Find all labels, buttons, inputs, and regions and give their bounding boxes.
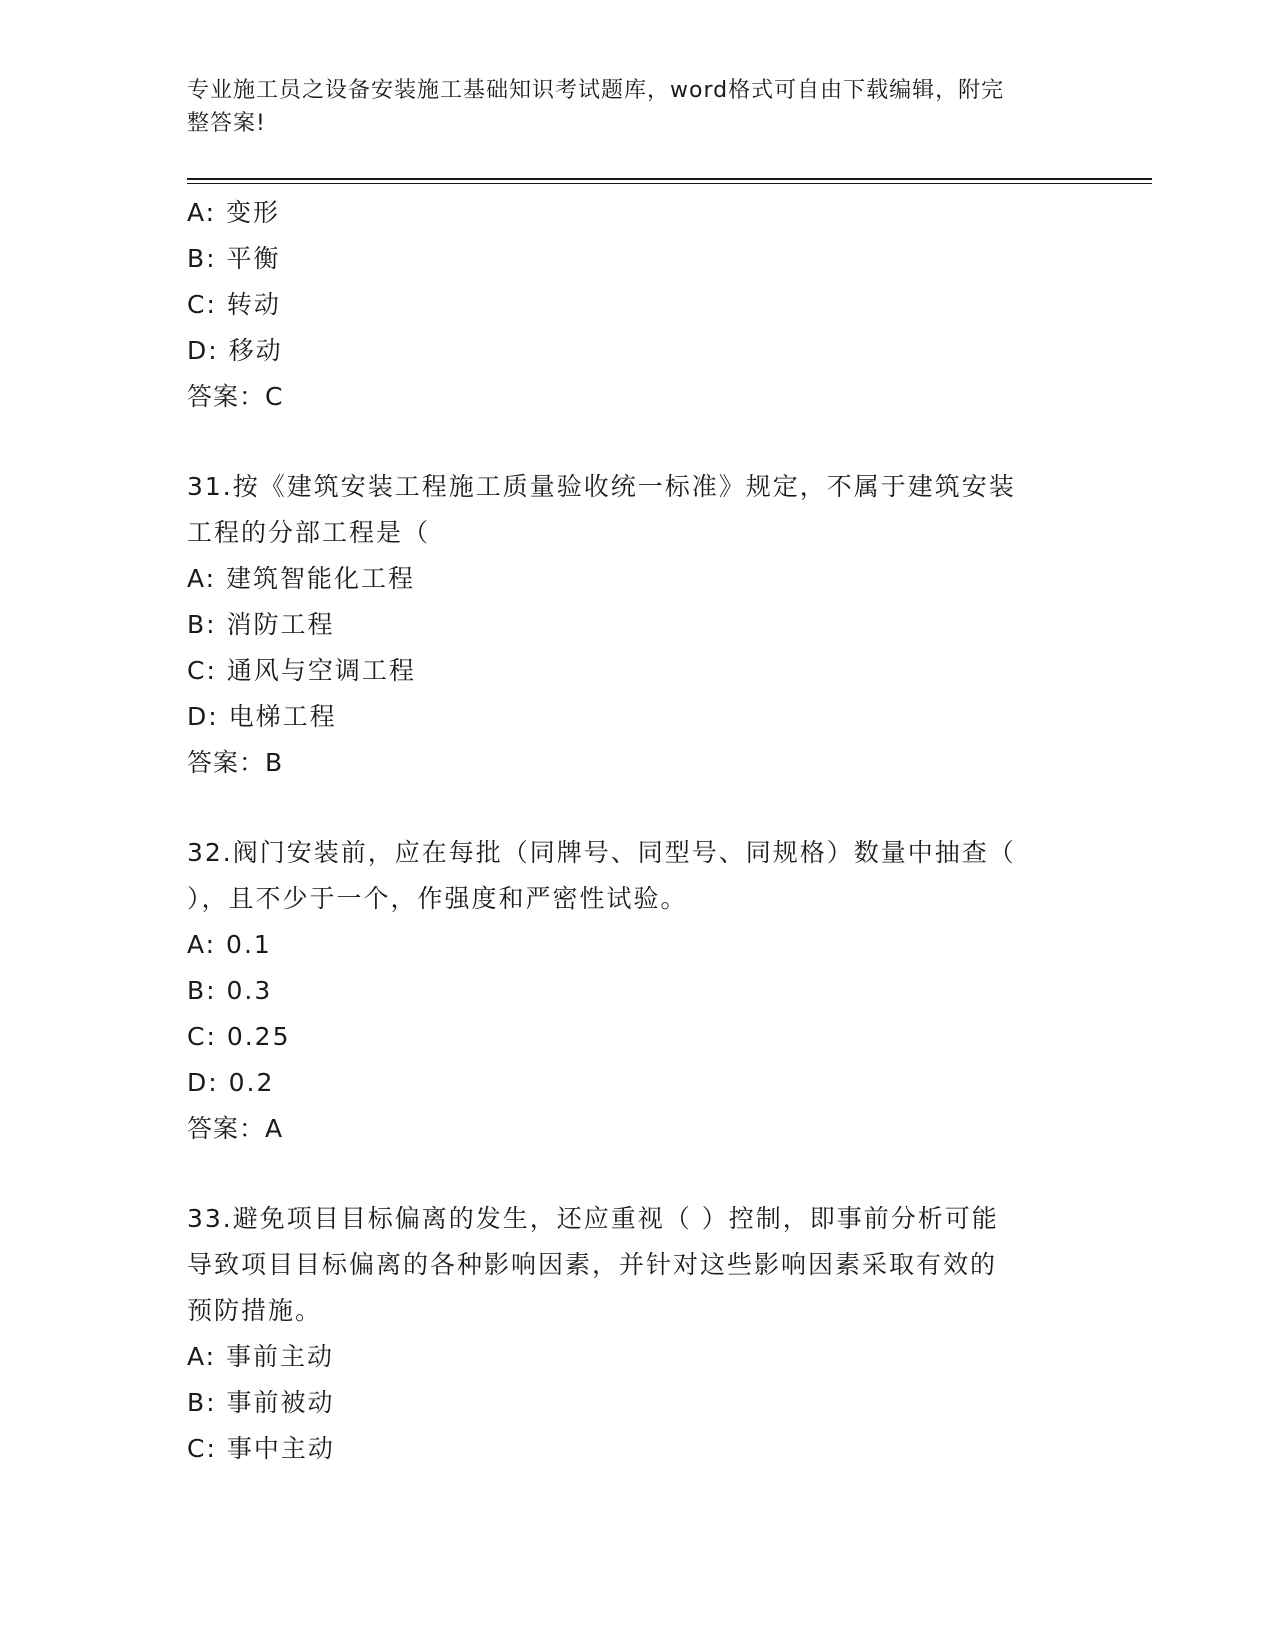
question-stem-line: 导致项目目标偏离的各种影响因素，并针对这些影响因素采取有效的 bbox=[187, 1250, 998, 1279]
option-d: D: 移动 bbox=[187, 336, 283, 365]
header-line-1: 专业施工员之设备安装施工基础知识考试题库，word格式可自由下载编辑，附完 bbox=[187, 78, 1005, 103]
question-31 bbox=[187, 464, 1087, 786]
option-a: A: 事前主动 bbox=[187, 1342, 335, 1371]
question-stem-line: 工程的分部工程是（ bbox=[187, 518, 431, 547]
option-a: A: 变形 bbox=[187, 198, 281, 227]
option-d: D: 0.2 bbox=[187, 1068, 275, 1097]
question-stem-line: ），且不少于一个，作强度和严密性试验。 bbox=[187, 884, 688, 913]
option-c: C: 转动 bbox=[187, 290, 281, 319]
option-c: C: 事中主动 bbox=[187, 1434, 335, 1463]
question-32 bbox=[187, 830, 1087, 1152]
answer-line: 答案：A bbox=[187, 1114, 284, 1143]
header-divider-thin bbox=[187, 183, 1152, 184]
header-divider-thick bbox=[187, 178, 1152, 180]
answer-line: 答案：C bbox=[187, 382, 284, 411]
option-c: C: 通风与空调工程 bbox=[187, 656, 416, 685]
question-30-continued bbox=[187, 190, 1087, 420]
question-stem-line: 32.阀门安装前，应在每批（同牌号、同型号、同规格）数量中抽查（ bbox=[187, 838, 1016, 867]
spacer bbox=[187, 786, 1087, 830]
option-d: D: 电梯工程 bbox=[187, 702, 337, 731]
option-b: B: 平衡 bbox=[187, 244, 281, 273]
option-c: C: 0.25 bbox=[187, 1022, 291, 1051]
option-a: A: 0.1 bbox=[187, 930, 272, 959]
spacer bbox=[187, 1152, 1087, 1196]
question-content bbox=[187, 190, 1087, 1472]
option-b: B: 0.3 bbox=[187, 976, 273, 1005]
document-header bbox=[187, 74, 1067, 140]
question-stem-line: 33.避免项目目标偏离的发生，还应重视（ ）控制，即事前分析可能 bbox=[187, 1204, 999, 1233]
question-33 bbox=[187, 1196, 1087, 1472]
question-stem-line: 31.按《建筑安装工程施工质量验收统一标准》规定，不属于建筑安装 bbox=[187, 472, 1016, 501]
answer-line: 答案：B bbox=[187, 748, 284, 777]
option-a: A: 建筑智能化工程 bbox=[187, 564, 416, 593]
option-b: B: 事前被动 bbox=[187, 1388, 335, 1417]
option-b: B: 消防工程 bbox=[187, 610, 335, 639]
spacer bbox=[187, 420, 1087, 464]
question-stem-line: 预防措施。 bbox=[187, 1296, 323, 1325]
header-line-2: 整答案! bbox=[187, 111, 266, 136]
